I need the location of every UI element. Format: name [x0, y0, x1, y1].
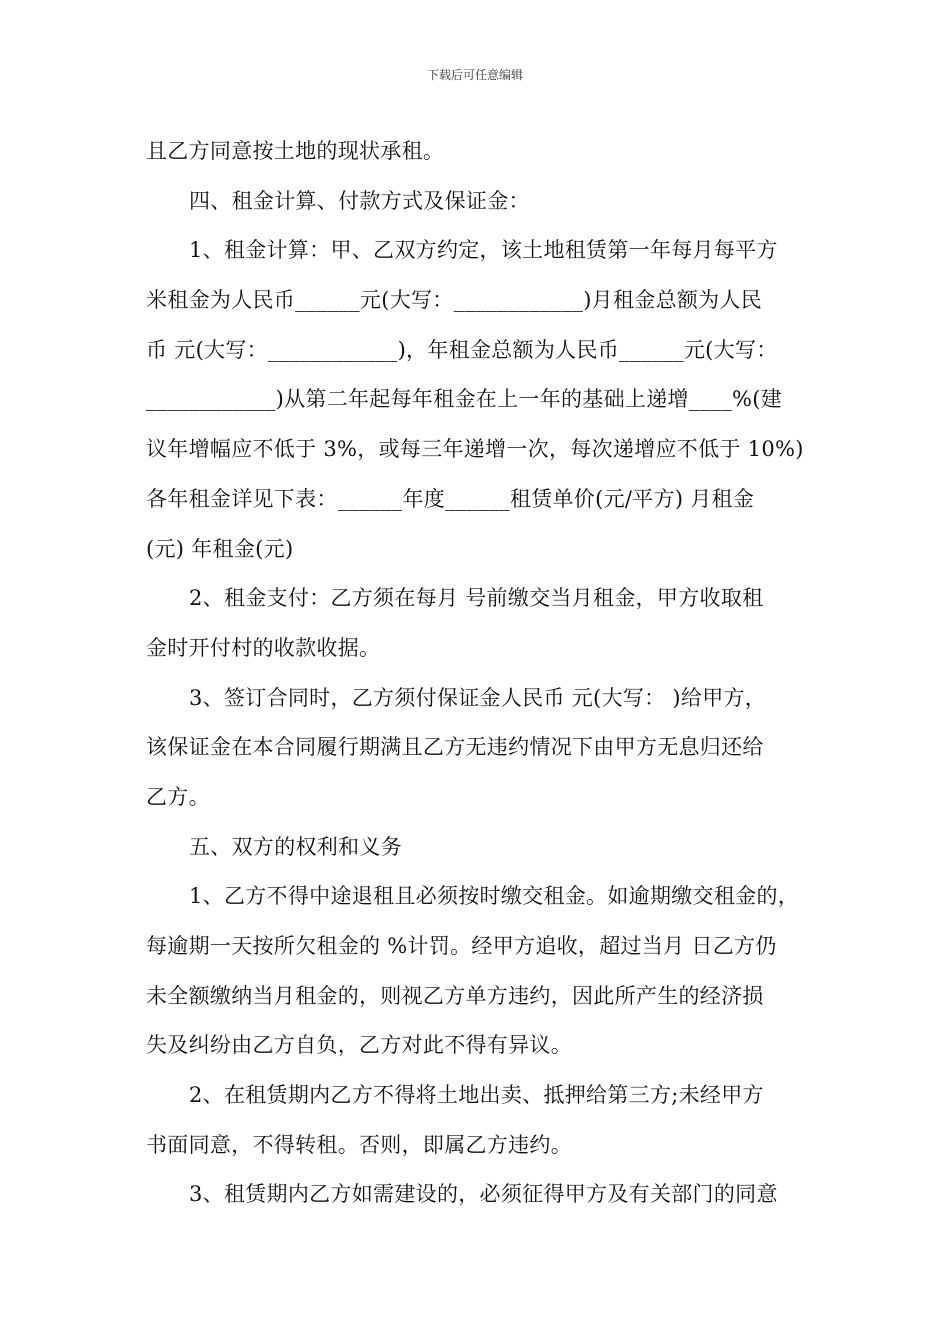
text-line: 失及纠纷由乙方自负，乙方对此不得有异议。 [146, 1033, 572, 1058]
text-line: 且乙方同意按土地的现状承租。 [146, 139, 445, 163]
text-line: 3、租赁期内乙方如需建设的，必须征得甲方及有关部门的同意 [189, 1182, 778, 1207]
text-line: 每逾期一天按所欠租金的 %计罚。经甲方追收，超过当月 日乙方仍 [146, 934, 777, 958]
document-body [146, 127, 814, 1220]
text-line: 书面同意，不得转租。否则，即属乙方违约。 [146, 1132, 572, 1157]
text-line: 四、租金计算、付款方式及保证金： [189, 188, 530, 213]
text-line: 该保证金在本合同履行期满且乙方无违约情况下由甲方无息归还给 [146, 735, 764, 760]
page-header: 下载后可任意编辑 [426, 68, 523, 82]
text-line: 各年租金详见下表：______年度______租赁单价(元/平方) 月租金 [146, 486, 755, 511]
text-line: ____________)从第二年起每年租金在上一年的基础上递增____%(建 [146, 387, 783, 412]
text-line: 3、签订合同时，乙方须付保证金人民币 元(大写： )给甲方， [189, 685, 767, 710]
text-line: 未全额缴纳当月租金的，则视乙方单方违约，因此所产生的经济损 [146, 983, 764, 1008]
text-line: 米租金为人民币______元(大写：____________)月租金总额为人民 [146, 288, 763, 313]
text-line: 五、双方的权利和义务 [189, 834, 402, 859]
text-line: 1、乙方不得中途退租且必须按时缴交租金。如逾期缴交租金的， [189, 884, 800, 909]
text-line: 2、租金支付：乙方须在每月 号前缴交当月租金，甲方收取租 [189, 586, 764, 611]
text-line: 金时开付村的收款收据。 [146, 635, 381, 660]
text-line: 议年增幅应不低于 3%，或每三年递增一次，每次递增应不低于 10%) [146, 437, 804, 462]
text-line: 1、租金计算：甲、乙双方约定，该土地租赁第一年每月每平方 [189, 238, 778, 263]
text-line: 乙方。 [146, 784, 210, 809]
text-line: 币 元(大写：____________)，年租金总额为人民币______元(大写： [146, 337, 778, 362]
text-line: 2、在租赁期内乙方不得将土地出卖、抵押给第三方;未经甲方 [189, 1083, 764, 1108]
text-line: (元) 年租金(元) [146, 536, 294, 561]
